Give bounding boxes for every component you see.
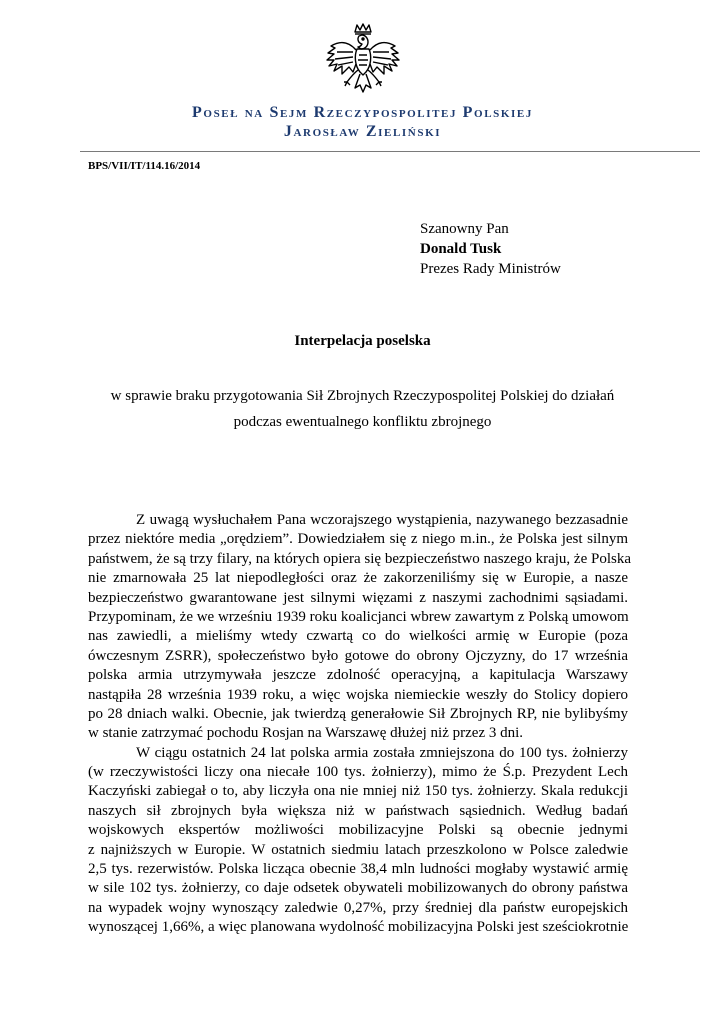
text-line: Kaczyński zabiegał o to, aby liczyła ona nie mniej niż 150 tys. żołnierzy. Skala redukcji — [88, 783, 628, 800]
header-divider — [80, 151, 700, 152]
text-line: w stanie zatrzymać pochodu Rosjan na Warszawę dłużej niż przez 3 dni. — [88, 725, 524, 742]
text-line: bezpieczeństwo gwarantowane jest silnymi więzami z naszymi zachodnimi sąsiadami. — [88, 589, 628, 606]
text-line: na wypadek wojny wynoszący zaledwie 0,27%, przy średniej dla państw europejskich — [88, 899, 628, 916]
text-line: 2,5 tys. rezerwistów. Polska licząca obecnie 38,4 mln ludności mogłaby wystawić armię — [88, 861, 628, 878]
text-line: Z uwagą wysłuchałem Pana wczorajszego wystąpienia, nazywanego bezzasadnie — [136, 512, 628, 528]
org-title-line-1: Poseł na Sejm Rzeczypospolitej Polskiej — [192, 104, 533, 121]
text-line: przez niektóre media „orędziem”. Dowiedziałem się z niego m.in., że Polska jest silnym — [88, 531, 628, 548]
subject-line: w sprawie braku przygotowania Sił Zbrojnych Rzeczypospolitej Polskiej do działań — [110, 388, 615, 404]
text-line: nie zmarnowała 25 lat niepodległości oraz że zakorzeniliśmy się w Europie, a nasze — [88, 570, 628, 587]
text-line: państwem, że są trzy filary, na których opiera się bezpieczeństwo naszego kraju, że Polska — [88, 550, 631, 567]
text-line: W ciągu ostatnich 24 lat polska armia została zmniejszona do 100 tys. żołnierzy — [136, 744, 628, 761]
letter-body — [88, 511, 631, 938]
paragraph-2 — [88, 744, 628, 938]
polish-eagle-emblem — [323, 22, 403, 100]
subject-line: podczas ewentualnego konfliktu zbrojnego — [233, 414, 492, 430]
addressee-salutation: Szanowny Pan — [420, 221, 509, 237]
text-line: Przypominam, że we wrześniu 1939 roku koalicjanci wbrew zawartym z Polską umowom — [88, 608, 629, 625]
reference-number: BPS/VII/IT/114.16/2014 — [88, 160, 201, 172]
text-line: z najniższych w Europie. W ostatnich siedmiu latach przeszkolono w Polsce zaledwie — [88, 841, 628, 858]
addressee-name: Donald Tusk — [420, 241, 502, 257]
text-line: wojskowych ekspertów możliwości mobilizacyjne Polski są obecnie jednymi — [88, 822, 628, 839]
text-line: nastąpiła 28 września 1939 roku, a więc wojska niemieckie weszły do Stolicy dopiero — [88, 686, 628, 703]
addressee-block — [420, 219, 561, 279]
addressee-position: Prezes Rady Ministrów — [420, 261, 561, 277]
document-title: Interpelacja poselska — [294, 333, 431, 349]
paragraph-1 — [88, 511, 631, 744]
text-line: nas zawiedli, a mieliśmy wtedy czwartą co do wielkości armię w Europie (poza — [88, 628, 628, 645]
text-line: po 28 dniach walki. Obecnie, jak twierdzą generałowie Sił Zbrojnych RP, nie bylibyśmy — [88, 705, 628, 722]
text-line: w sile 102 tys. żołnierzy, co daje odsetek obywateli mobilizowanych do obrony państwa — [88, 880, 628, 897]
text-line: wynoszącej 1,66%, a więc planowana wydolność mobilizacyjna Polski jest sześciokrotnie — [88, 919, 629, 936]
document-subject — [80, 383, 645, 435]
text-line: ówczesnym ZSRR), społeczeństwo było gotowe do obrony Ojczyzny, do 17 września — [88, 647, 628, 664]
org-title-line-2: Jarosław Zieliński — [283, 123, 442, 140]
text-line: polska armia utrzymywała jeszcze zdolność operacyjną, a kapitulacja Warszawy — [88, 667, 628, 684]
text-line: naszych sił zbrojnych była większa niż w państwach sąsiednich. Według badań — [88, 802, 628, 819]
text-line: (w rzeczywistości liczy ona niecałe 100 tys. żołnierzy), mimo że Ś.p. Prezydent Lech — [88, 764, 628, 781]
